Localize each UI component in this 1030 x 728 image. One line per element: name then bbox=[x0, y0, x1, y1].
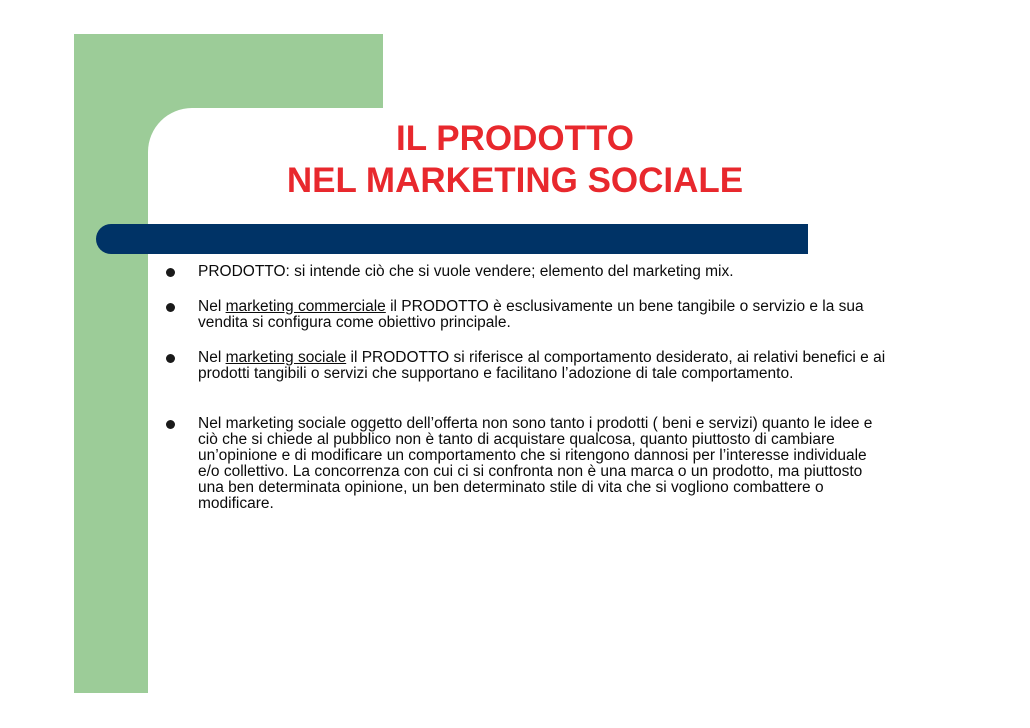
bullet-item-marketing-sociale bbox=[160, 350, 890, 382]
bullet-text-after: il PRODOTTO è esclusivamente un bene tangibile o servizio e la sua vendita si configura come obiettivo principale. bbox=[198, 298, 864, 331]
slide-title bbox=[150, 118, 880, 202]
bullet-dot-icon bbox=[166, 268, 175, 277]
bullet-item-marketing-commerciale bbox=[160, 299, 890, 331]
marketing-commerciale-link[interactable]: marketing commerciale bbox=[225, 298, 386, 315]
bullet-text-after: il PRODOTTO si riferisce al comportamento desiderato, ai relativi benefici e ai prodotti tangibili o servizi che supportano e facilitano l’adozione di tale comportamento. bbox=[198, 349, 886, 382]
title-line-2: NEL MARKETING SOCIALE bbox=[286, 161, 744, 200]
bullet-item-prodotto bbox=[160, 264, 890, 280]
bullet-text-before: Nel bbox=[198, 298, 226, 315]
bullet-list bbox=[160, 264, 890, 531]
bullet-dot-icon bbox=[166, 420, 175, 429]
bullet-dot-icon bbox=[166, 354, 175, 363]
bullet-text-before: Nel bbox=[198, 349, 226, 366]
bullet-dot-icon bbox=[166, 303, 175, 312]
bullet-text: PRODOTTO: si intende ciò che si vuole vendere; elemento del marketing mix. bbox=[198, 263, 734, 280]
title-divider-bar bbox=[96, 224, 808, 254]
title-line-1: IL PRODOTTO bbox=[396, 119, 634, 158]
bullet-item-offerta bbox=[160, 416, 890, 512]
marketing-sociale-link[interactable]: marketing sociale bbox=[225, 349, 347, 366]
bullet-text: Nel marketing sociale oggetto dell’offerta non sono tanto i prodotti ( beni e servizi) quanto le idee e ciò che si chiede al pubblico non è tanto di acquistare qualcosa, quanto piuttosto di cambiare un’opinione e di modificare un comportamento che si ritengono dannosi per l’interesse individuale e/o collettivo. La concorrenza con cui ci si confronta non è una marca o un prodotto, ma piuttosto una ben determinata opinione, un ben determinato stile di vita che si vogliono combattere o modificare. bbox=[198, 415, 873, 512]
